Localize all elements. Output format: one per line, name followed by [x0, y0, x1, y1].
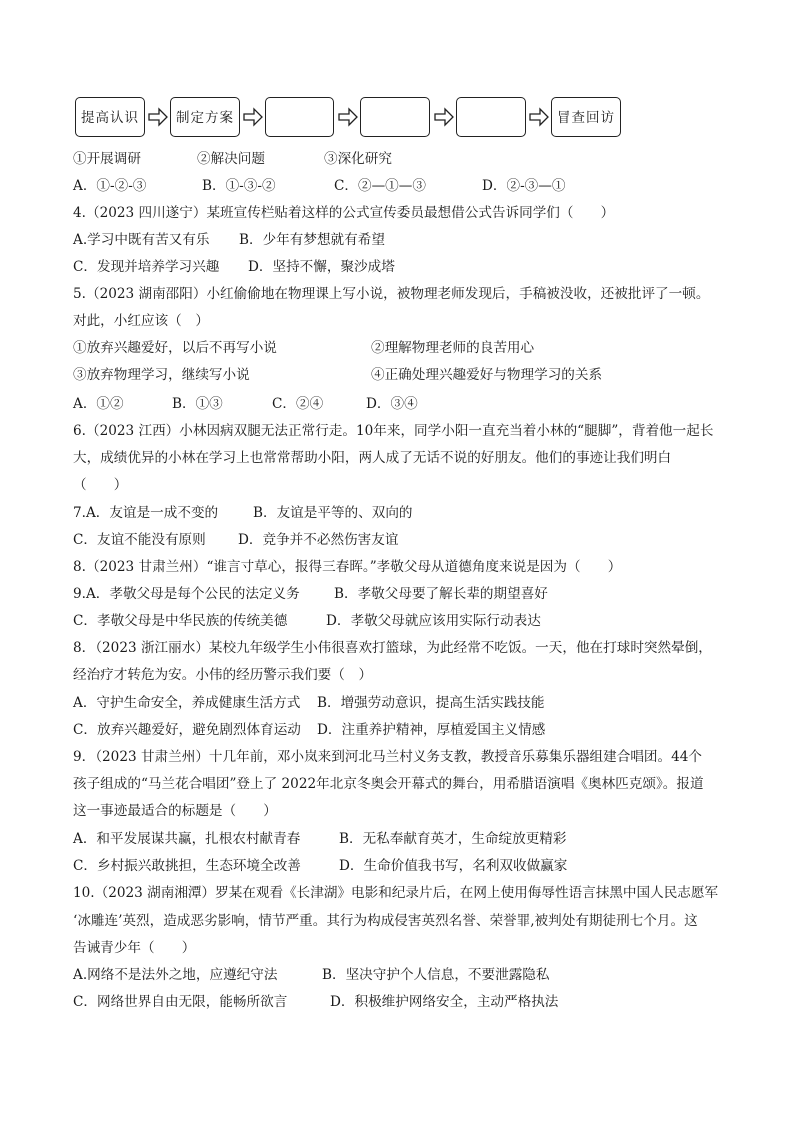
flow-box-2: 制定方案 [170, 97, 240, 137]
q10-stem-3: 告诫青少年（ ） [73, 940, 196, 956]
q7-option-d: D．竞争并不必然伤害友谊 [238, 532, 399, 548]
q3-option-c: C．②—①—③ [334, 178, 426, 194]
q10-stem-1: 10.（2023 湖南湘潭）罗某在观看《长津湖》电影和纪录片后，在网上使用侮辱性语言抹黑中国人民志愿军 [73, 885, 719, 901]
q3-item-1: ①开展调研 [73, 151, 141, 167]
q10-stem-2: ‘冰雕连’英烈，造成恶劣影响，情节严重。其行为构成侵害英烈名誉、荣誉罪,被判处有期徒刑七个月。这 [73, 913, 698, 929]
q9b-stem-3: 这一事迹最适合的标题是（ ） [73, 803, 277, 819]
q8b-option-d: D．注重养护精神，厚植爱国主义情感 [317, 722, 546, 738]
q4-option-a: A.学习中既有苦又有乐 [73, 232, 210, 248]
flow-box-blank-1 [265, 97, 334, 137]
q5-option-a: A．①② [73, 396, 124, 412]
q5-item-2: ②理解物理老师的良苦用心 [371, 340, 535, 356]
q7-option-c: C．友谊不能没有原则 [73, 532, 206, 548]
q3-item-3: ③深化研究 [324, 151, 392, 167]
q4-option-b: B．少年有梦想就有希望 [239, 232, 385, 248]
arrow-right-icon [433, 106, 455, 128]
q7-option-a: 7.A．友谊是一成不变的 [73, 505, 219, 521]
q4-stem: 4.（2023 四川遂宁）某班宣传栏贴着这样的公式宣传委员最想借公式告诉同学们（ ） [73, 205, 615, 221]
q9b-option-b: B．无私奉献育英才，生命绽放更精彩 [339, 831, 567, 847]
arrow-right-icon [147, 106, 169, 128]
q8a-stem: 8.（2023 甘肃兰州）“谁言寸草心，报得三春晖。”孝敬父母从道德角度来说是因为（ ） [73, 559, 622, 575]
q10-option-a: A.网络不是法外之地，应遵纪守法 [73, 967, 278, 983]
q9b-stem-1: 9．（2023 甘肃兰州）十几年前，邓小岚来到河北马兰村义务支教，教授音乐募集乐器组建合唱团。44个 [73, 749, 702, 765]
q8b-stem-2: 经治疗才转危为安。小伟的经历警示我们要（ ） [73, 667, 373, 683]
q9b-stem-2: 孩子组成的“马兰花合唱团”登上了 2022年北京冬奥会开幕式的舞台，用希腊语演唱《奥林匹克颂》。报道 [73, 776, 704, 792]
flow-box-blank-2 [360, 97, 430, 137]
q4-option-d: D．坚持不懈，聚沙成塔 [248, 259, 395, 275]
q5-item-1: ①放弃兴趣爱好，以后不再写小说 [73, 340, 277, 356]
q10-option-c: C．网络世界自由无限，能畅所欲言 [73, 994, 288, 1010]
q8b-option-a: A．守护生命安全，养成健康生活方式 [73, 695, 301, 711]
arrow-right-icon [528, 106, 550, 128]
q9a-option-b: B．孝敬父母要了解长辈的期望喜好 [334, 586, 548, 602]
q4-option-c: C．发现并培养学习兴趣 [73, 259, 220, 275]
q5-option-b: B．①③ [172, 396, 223, 412]
flow-box-blank-3 [456, 97, 526, 137]
q6-stem-3: （ ） [73, 477, 128, 493]
q3-option-a: A．①-②-③ [73, 178, 147, 194]
q9a-option-d: D．孝敬父母就应该用实际行动表达 [326, 613, 541, 629]
q9a-option-a: 9.A．孝敬父母是每个公民的法定义务 [73, 586, 300, 602]
q3-item-2: ②解决问题 [197, 151, 265, 167]
q9b-option-d: D．生命价值我书写，名利双收做赢家 [339, 858, 568, 874]
q10-option-d: D．积极维护网络安全，主动严格执法 [330, 994, 559, 1010]
q8b-option-b: B．增强劳动意识，提高生活实践技能 [317, 695, 545, 711]
q9a-option-c: C．孝敬父母是中华民族的传统美德 [73, 613, 288, 629]
q7-option-b: B．友谊是平等的、双向的 [253, 505, 413, 521]
flow-box-1: 提高认识 [75, 97, 145, 137]
q9b-option-a: A．和平发展谋共赢，扎根农村献青春 [73, 831, 301, 847]
q5-stem-1: 5.（2023 湖南邵阳）小红偷偷地在物理课上写小说，被物理老师发现后，手稿被没收，还被批评了一顿。 [73, 286, 710, 302]
q6-stem-2: 大，成绩优异的小林在学习上也常常帮助小阳，两人成了无话不说的好朋友。他们的事迹让我们明白 [73, 450, 672, 466]
arrow-right-icon [242, 106, 264, 128]
q3-option-d: D．②-③—① [482, 178, 566, 194]
q3-option-b: B．①-③-② [202, 178, 276, 194]
q5-stem-2: 对此，小红应该（ ） [73, 313, 209, 329]
q5-item-3: ③放弃物理学习，继续写小说 [73, 367, 250, 383]
q10-option-b: B．坚决守护个人信息，不要泄露隐私 [322, 967, 550, 983]
q8b-option-c: C．放弃兴趣爱好，避免剧烈体育运动 [73, 722, 301, 738]
q8b-stem-1: 8．（2023 浙江丽水）某校九年级学生小伟很喜欢打篮球，为此经常不吃饭。一天，他在打球时突然晕倒， [73, 640, 712, 656]
q6-stem-1: 6.（2023 江西）小林因病双腿无法正常行走。10年来，同学小阳一直充当着小林的“腿脚”，背着他一起长 [73, 423, 714, 439]
flow-box-6: 冒查回访 [551, 97, 621, 137]
q5-option-d: D．③④ [366, 396, 418, 412]
q5-item-4: ④正确处理兴趣爱好与物理学习的关系 [371, 367, 603, 383]
q5-option-c: C．②④ [272, 396, 324, 412]
arrow-right-icon [337, 106, 359, 128]
q9b-option-c: C．乡村振兴敢挑担，生态环境全改善 [73, 858, 301, 874]
